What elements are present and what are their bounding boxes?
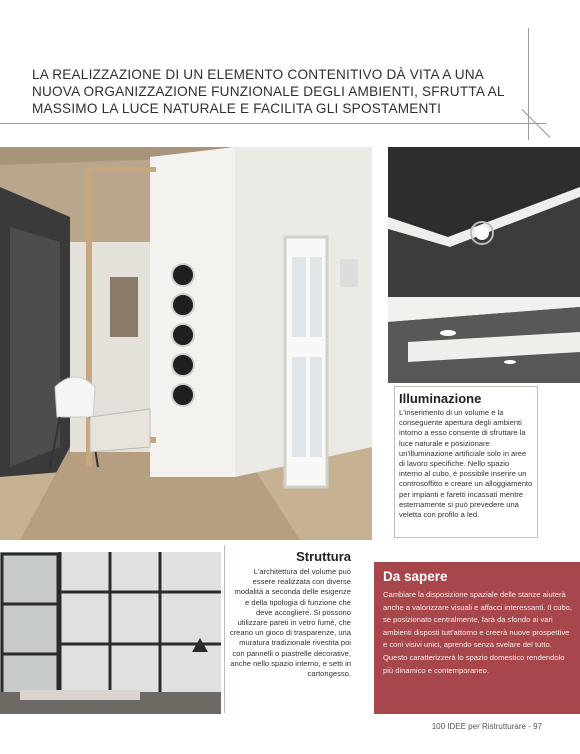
da-sapere-text: Cambiare la disposizione spaziale delle stanze aiuterà anche a valorizzare visuali e affacci interessanti. Il cubo, se posizionato centralmente, farà da sfondo ai vari ambienti disposti tutt'attorno e creerà nuove prospettive e coni visivi unici, aprendo senza svelare del tutto. Questo caratterizzerà lo spazio domestico rendendolo più dinamico e contemporaneo.: [383, 590, 572, 675]
glass-partition-photo: [0, 552, 221, 714]
ceiling-lighting-illustration: [388, 147, 580, 383]
da-sapere-title: Da sapere: [383, 569, 448, 584]
illuminazione-box: [394, 386, 538, 538]
page-headline: LA REALIZZAZIONE DI UN ELEMENTO CONTENITIVO DÀ VITA A UNA NUOVA ORGANIZZAZIONE FUNZIONALE DEGLI AMBIENTI, SFRUTTA AL MASSIMO LA LUCE NATURALE E FACILITA GLI SPOSTAMENTI: [32, 67, 505, 116]
struttura-title: Struttura: [296, 549, 351, 564]
da-sapere-box: [374, 562, 580, 714]
struttura-box: [224, 545, 357, 713]
ceiling-lighting-photo: [388, 147, 580, 383]
page-footer: 100 IDEE per Ristrutturare - 97: [431, 722, 542, 731]
illuminazione-title: Illuminazione: [399, 391, 482, 406]
header-rule: [0, 123, 546, 124]
struttura-text: L'architettura del volume può essere realizzata con diverse modalità a seconda delle esigenze e della tipologia di funzione che deve accogliere. Si possono utilizzare pareti in vetro fumè, che creano un gioco di trasparenze, una muratura tradizionale rivestita poi con pannelli o piastrelle decorative, anche nello spazio interno, e setti in cartongesso.: [229, 567, 351, 679]
interior-photo-illustration: [0, 147, 372, 540]
illuminazione-text: L'inserimento di un volume e la conseguente apertura degli ambienti intorno a esso consente di sfruttare la luce naturale e posizionare un'illuminazione artificiale solo in aree di lavoro specifiche. Nello spazio interno al cubo, è possibile inserire un controsoffitto e creare un alloggiamento per impianti e faretti incassati mentre esternamente si può prevedere una veletta con profilo a led.: [399, 408, 533, 520]
glass-partition-illustration: [0, 552, 221, 714]
interior-photo: [0, 147, 372, 540]
